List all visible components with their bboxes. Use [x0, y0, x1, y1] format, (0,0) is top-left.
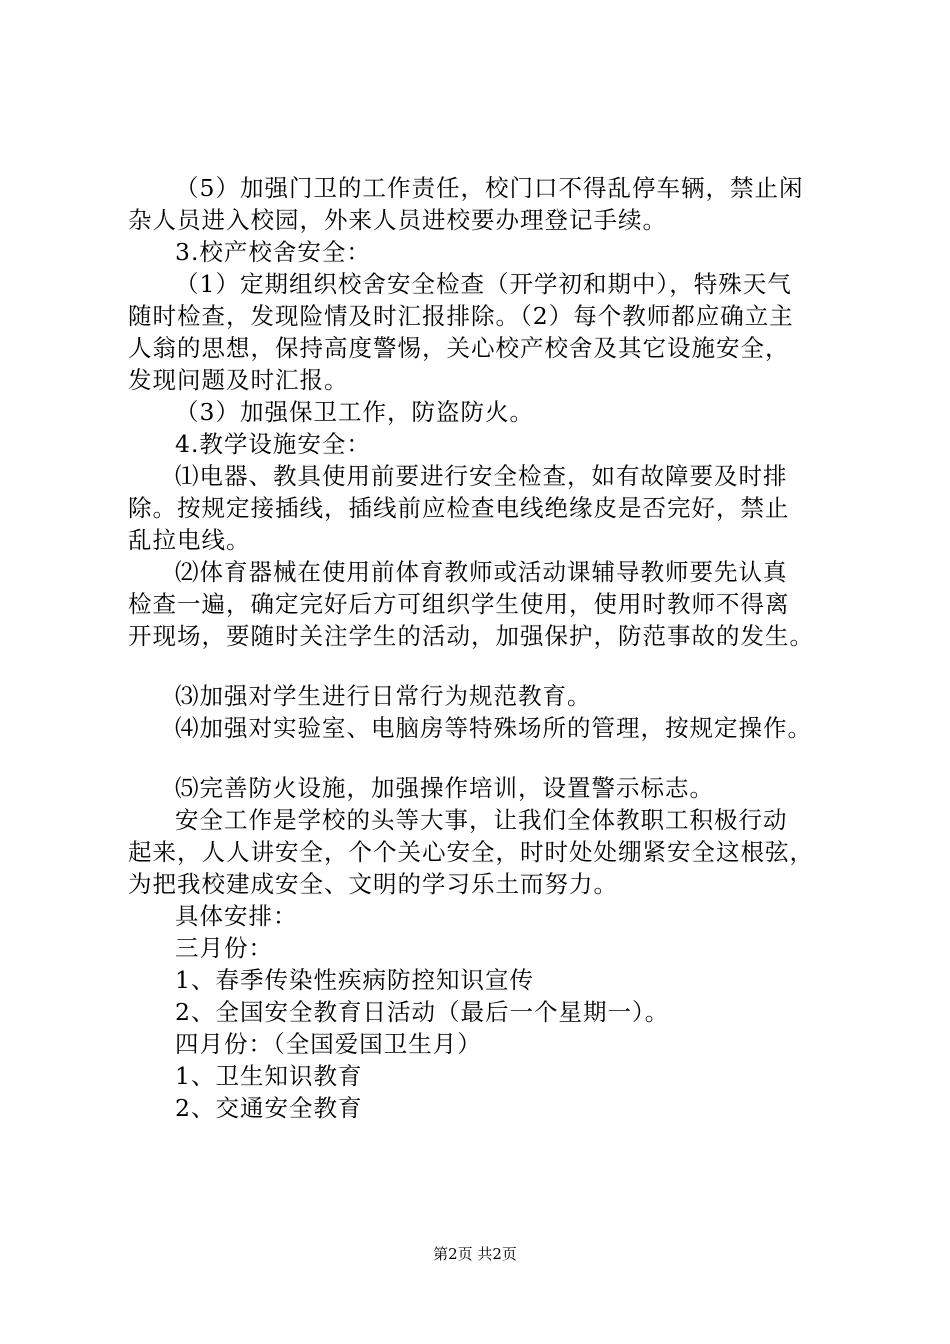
schedule-item: 1、卫生知识教育: [175, 1062, 363, 1090]
schedule-month: 三月份：: [175, 934, 273, 962]
paragraph-line: （5）加强门卫的工作责任，校门口不得乱停车辆，禁止闲: [175, 174, 804, 202]
paragraph-line: 除。按规定接插线，插线前应检查电线绝缘皮是否完好，禁止: [128, 494, 790, 522]
document-body: [128, 172, 844, 1124]
schedule-month: 四月份：（全国爱国卫生月）: [175, 1030, 482, 1058]
paragraph-line: 开现场，要随时关注学生的活动，加强保护，防范事故的发生。: [128, 622, 814, 650]
paragraph-line: 随时检查，发现险情及时汇报排除。（2）每个教师都应确立主: [128, 302, 794, 330]
schedule-item: 1、春季传染性疾病防控知识宣传: [175, 966, 534, 994]
schedule-heading: 具体安排：: [175, 902, 298, 930]
section-heading: 3.校产校舍安全：: [175, 238, 371, 266]
schedule-item: 2、交通安全教育: [175, 1094, 363, 1122]
section-heading: 4.教学设施安全：: [175, 430, 371, 458]
paragraph-line: 乱拉电线。: [128, 526, 251, 554]
paragraph-line: 杂人员进入校园，外来人员进校要办理登记手续。: [128, 206, 667, 234]
paragraph-line: 发现问题及时汇报。: [128, 366, 349, 394]
paragraph-line: 人翁的思想，保持高度警惕，关心校产校舍及其它设施安全，: [128, 334, 790, 362]
paragraph-line: ⑶加强对学生进行日常行为规范教育。: [175, 682, 592, 710]
schedule-item: 2、全国安全教育日活动（最后一个星期一）。: [175, 998, 670, 1026]
paragraph-line: 安全工作是学校的头等大事，让我们全体教职工积极行动: [175, 806, 788, 834]
paragraph-line: ⑴电器、教具使用前要进行安全检查，如有故障要及时排: [175, 462, 788, 490]
page-footer: 第2页 共2页: [433, 1245, 517, 1263]
paragraph-line: ⑷加强对实验室、电脑房等特殊场所的管理，按规定操作。: [175, 714, 812, 742]
paragraph-line: 起来，人人讲安全，个个关心安全，时时处处绷紧安全这根弦，: [128, 838, 814, 866]
paragraph-line: ⑵体育器械在使用前体育教师或活动课辅导教师要先认真: [175, 558, 788, 586]
paragraph-line: （1）定期组织校舍安全检查（开学初和期中），特殊天气: [175, 270, 792, 298]
paragraph-line: （3）加强保卫工作，防盗防火。: [175, 398, 534, 426]
paragraph-line: ⑸完善防火设施，加强操作培训，设置警示标志。: [175, 774, 714, 802]
paragraph-line: 检查一遍，确定完好后方可组织学生使用，使用时教师不得离: [128, 590, 790, 618]
paragraph-line: 为把我校建成安全、文明的学习乐土而努力。: [128, 870, 618, 898]
